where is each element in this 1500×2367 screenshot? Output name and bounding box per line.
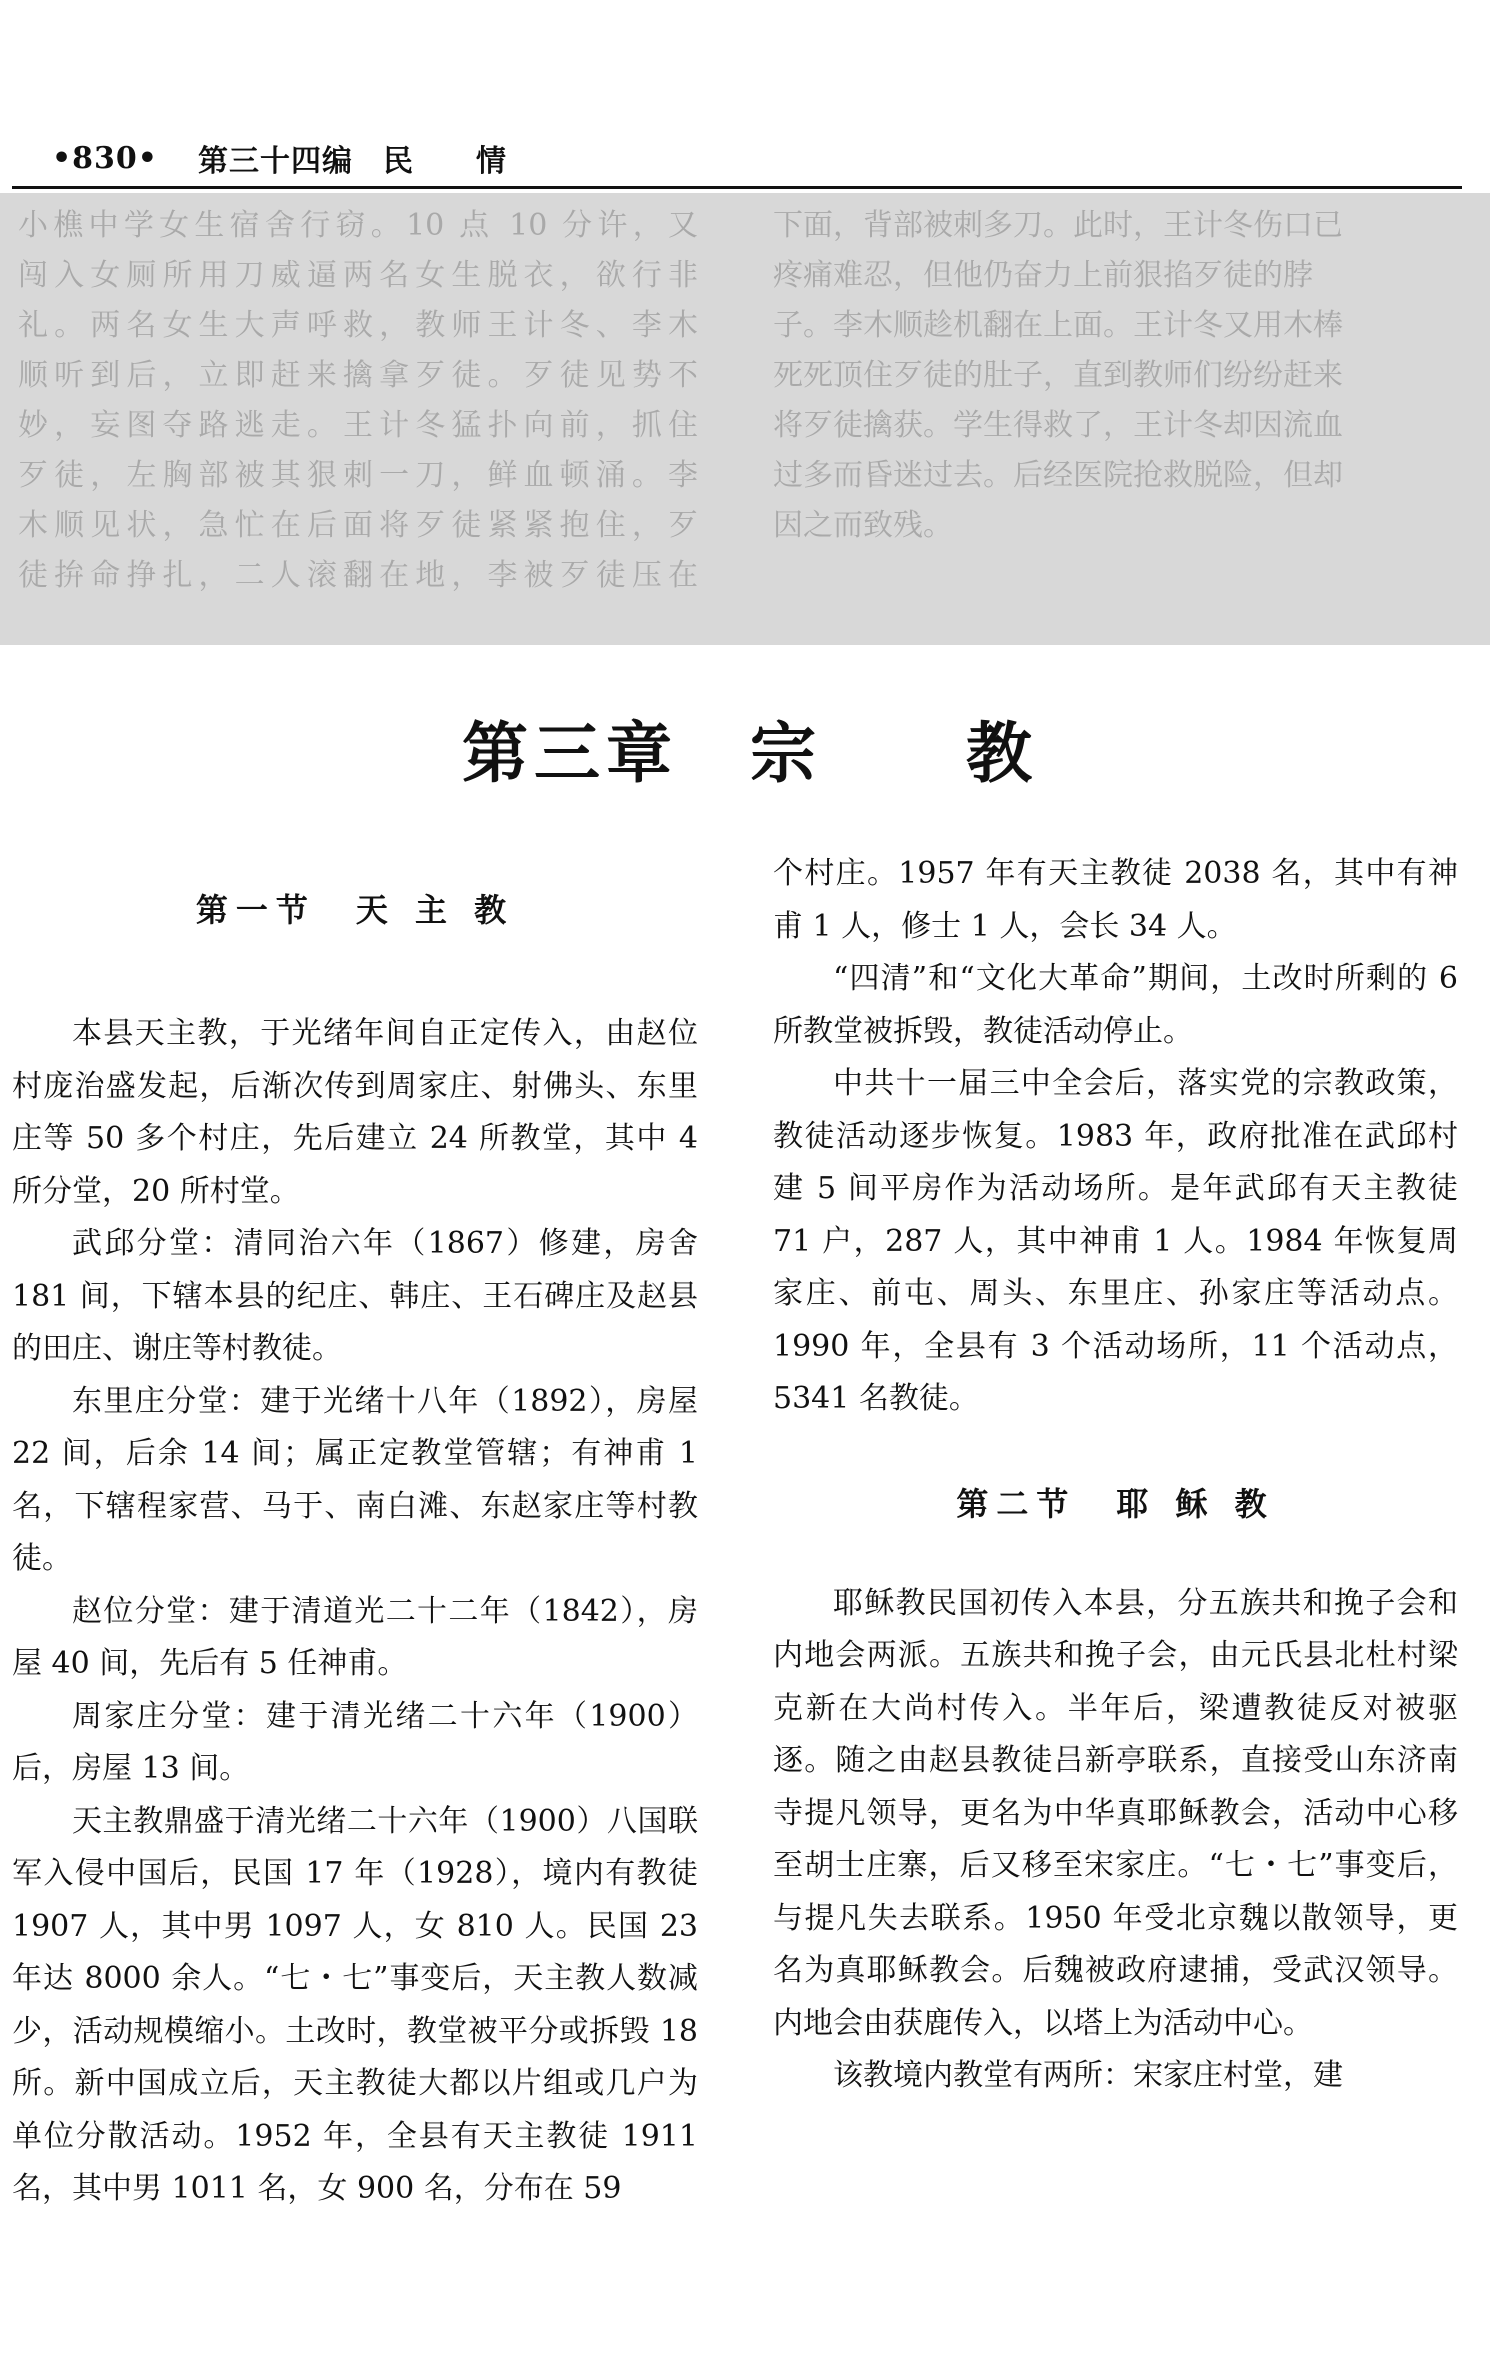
chapter-title: 第三章 宗 教 (462, 715, 1038, 792)
page-header (52, 128, 1462, 188)
paragraph-continuation: 个村庄。1957 年有天主教徒 2038 名，其中有神甫 1 人，修士 1 人，会长 34 人。 (773, 856, 1458, 944)
prev-line: 礼。两名女生大声呼救，教师王计冬、李木 (18, 308, 698, 343)
paragraph: 该教境内教堂有两所：宋家庄村堂，建 (833, 2058, 1343, 2093)
prev-line: 妙，妄图夺路逃走。王计冬猛扑向前，抓住 (18, 408, 698, 443)
prev-line: 小樵中学女生宿舍行窃。10 点 10 分许，又 (18, 208, 698, 243)
prev-line: 歹徒，左胸部被其狠刺一刀，鲜血顿涌。李 (18, 458, 698, 493)
prev-line: 下面，背部被刺多刀。此时，王计冬伤口已 (773, 208, 1343, 243)
paragraph: “四清”和“文化大革命”期间，土改时所剩的 6 所教堂被拆毁，教徒活动停止。 (773, 961, 1458, 1049)
right-column (773, 848, 1458, 2103)
volume-label: 第三十四编 (197, 144, 353, 179)
prev-line: 闯入女厕所用刀威逼两名女生脱衣，欲行非 (18, 258, 698, 293)
header-rule (12, 186, 1462, 189)
previous-left-column (18, 201, 698, 601)
previous-section-block (0, 193, 1490, 645)
prev-line: 疼痛难忍，但他仍奋力上前狠掐歹徒的脖 (773, 258, 1313, 293)
page-number: •830• (52, 140, 158, 176)
prev-line: 因之而致残。 (773, 508, 953, 543)
prev-line: 过多而昏迷过去。后经医院抢救脱险，但却 (773, 458, 1343, 493)
section-title-catholicism: 第一节 天 主 教 (195, 891, 515, 929)
prev-line: 木顺见状，急忙在后面将歹徒紧紧抱住，歹 (18, 508, 698, 543)
paragraph: 赵位分堂：建于清道光二十二年（1842），房屋 40 间，先后有 5 任神甫。 (12, 1593, 698, 1681)
prev-line: 徒拚命挣扎，二人滚翻在地，李被歹徒压在 (18, 558, 698, 593)
paragraph: 周家庄分堂：建于清光绪二十六年（1900）后，房屋 13 间。 (12, 1698, 698, 1786)
paragraph: 中共十一届三中全会后，落实党的宗教政策，教徒活动逐步恢复。1983 年，政府批准在武邱村建 5 间平房作为活动场所。是年武邱有天主教徒 71 户，287 人，其中神甫 1 人。1984 年恢复周家庄、前屯、周头、东里庄、孙家庄等活动点。1990 年，全县有 3 个活动场所，11 个活动点，5341 名教徒。 (773, 1066, 1458, 1416)
paragraph: 耶稣教民国初传入本县，分五族共和挽子会和内地会两派。五族共和挽子会，由元氏县北杜村梁克新在大尚村传入。半年后，梁遭教徒反对被驱逐。随之由赵县教徒吕新亭联系，直接受山东济南寺提凡领导，更名为中华真耶稣教会，活动中心移至胡士庄寨，后又移至宋家庄。“七・七”事变后，与提凡失去联系。1950 年受北京魏以散领导，更名为真耶稣教会。后魏被政府逮捕，受武汉领导。内地会由获鹿传入，以塔上为活动中心。 (773, 1585, 1458, 2041)
paragraph: 武邱分堂：清同治六年（1867）修建，房舍 181 间，下辖本县的纪庄、韩庄、王石碑庄及赵县的田庄、谢庄等村教徒。 (12, 1226, 698, 1366)
prev-line: 顺听到后，立即赶来擒拿歹徒。歹徒见势不 (18, 358, 698, 393)
paragraph: 东里庄分堂：建于光绪十八年（1892），房屋 22 间，后余 14 间；属正定教堂管辖；有神甫 1 名，下辖程家营、马于、南白滩、东赵家庄等村教徒。 (12, 1383, 698, 1576)
prev-line: 将歹徒擒获。学生得救了，王计冬却因流血 (773, 408, 1343, 443)
left-column (12, 880, 698, 2216)
prev-line: 子。李木顺趁机翻在上面。王计冬又用木棒 (773, 308, 1343, 343)
paragraph: 天主教鼎盛于清光绪二十六年（1900）八国联军入侵中国后，民国 17 年（1928），境内有教徒 1907 人，其中男 1097 人，女 810 人。民国 23 年达 8000 余人。“七・七”事变后，天主教人数减少，活动规模缩小。土改时，教堂被平分或拆毁 18 所。新中国成立后，天主教徒大都以片组或几户为单位分散活动。1952 年，全县有天主教徒 1911 名，其中男 1011 名，女 900 名，分布在 59 (12, 1803, 698, 2206)
section-label: 民 情 (382, 144, 507, 179)
previous-right-column (773, 201, 1458, 551)
paragraph: 本县天主教，于光绪年间自正定传入，由赵位村庞治盛发起，后渐次传到周家庄、射佛头、东里庄等 50 多个村庄，先后建立 24 所教堂，其中 4 所分堂，20 所村堂。 (12, 1016, 698, 1209)
prev-line: 死死顶住歹徒的肚子，直到教师们纷纷赶来 (773, 358, 1343, 393)
section-title-protestantism: 第二节 耶 稣 教 (956, 1484, 1275, 1523)
